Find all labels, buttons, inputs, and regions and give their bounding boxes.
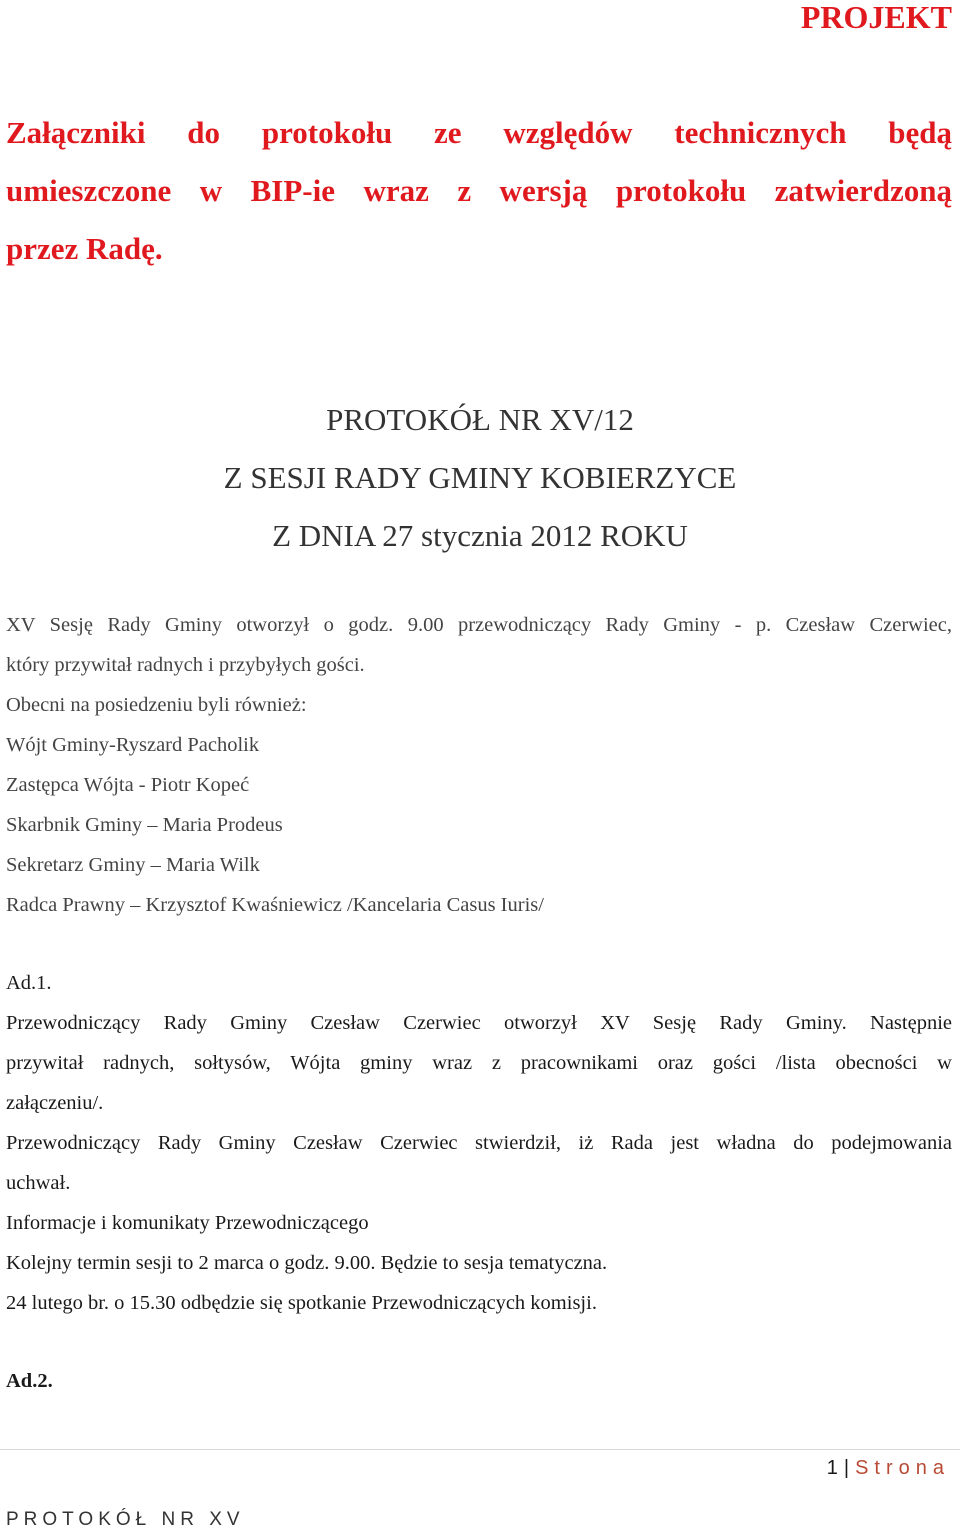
page-number-value: 1 xyxy=(826,1457,838,1479)
attendee-item: Zastępca Wójta - Piotr Kopeć xyxy=(6,774,250,796)
attachments-notice xyxy=(6,104,952,278)
ad1-heading: Ad.1. xyxy=(6,972,52,994)
page-word: Strona xyxy=(855,1457,950,1479)
projekt-stamp: PROJEKT xyxy=(800,0,952,35)
meeting-info: 24 lutego br. o 15.30 odbędzie się spotkanie Przewodniczących komisji. xyxy=(6,1292,597,1314)
text-line: przywitał radnych, sołtysów, Wójta gminy wraz z pracownikami oraz gości /lista obecności w xyxy=(6,1052,952,1074)
attendee-item: Radca Prawny – Krzysztof Kwaśniewicz /Kancelaria Casus Iuris/ xyxy=(6,894,544,916)
page-separator: | xyxy=(843,1457,850,1479)
notice-line: przez Radę. xyxy=(6,231,163,266)
text-line: XV Sesję Rady Gminy otworzył o godz. 9.00 przewodniczący Rady Gminy - p. Czesław Czerwiec, xyxy=(6,614,952,636)
attendee-item: Skarbnik Gminy – Maria Prodeus xyxy=(6,814,283,836)
session-title: Z SESJI RADY GMINY KOBIERZYCE xyxy=(223,460,737,495)
next-session-info: Kolejny termin sesji to 2 marca o godz. 9.00. Będzie to sesja tematyczna. xyxy=(6,1252,608,1274)
text-line: który przywitał radnych i przybyłych gości. xyxy=(6,654,365,676)
page-number xyxy=(827,1455,950,1481)
attendee-item: Sekretarz Gminy – Maria Wilk xyxy=(6,854,260,876)
notice-line: Załączniki do protokołu ze względów technicznych będą xyxy=(6,115,952,150)
protocol-title: PROTOKÓŁ NR XV/12 xyxy=(326,402,634,437)
ad2-heading xyxy=(6,1361,952,1401)
attendees-list xyxy=(6,685,952,925)
notice-line: umieszczone w BIP-ie wraz z wersją protokołu zatwierdzoną xyxy=(6,173,952,208)
attendees-heading: Obecni na posiedzeniu byli również: xyxy=(6,694,307,716)
info-heading: Informacje i komunikaty Przewodniczącego xyxy=(6,1212,369,1234)
attendee-item: Wójt Gminy-Ryszard Pacholik xyxy=(6,734,260,756)
opening-paragraph xyxy=(6,605,952,685)
text-line: załączeniu/. xyxy=(6,1092,104,1114)
text-line: uchwał. xyxy=(6,1172,71,1194)
text-line: Przewodniczący Rady Gminy Czesław Czerwiec otworzył XV Sesję Rady Gminy. Następnie xyxy=(6,1012,952,1034)
footer-doc-title: PROTOKÓŁ NR XV xyxy=(6,1509,245,1530)
ad2-heading-text: Ad.2. xyxy=(6,1370,53,1392)
session-date: Z DNIA 27 stycznia 2012 ROKU xyxy=(272,518,688,553)
footer-divider xyxy=(0,1449,960,1450)
ad1-section xyxy=(6,963,952,1323)
text-line: Przewodniczący Rady Gminy Czesław Czerwiec stwierdził, iż Rada jest władna do podejmowania xyxy=(6,1132,952,1154)
